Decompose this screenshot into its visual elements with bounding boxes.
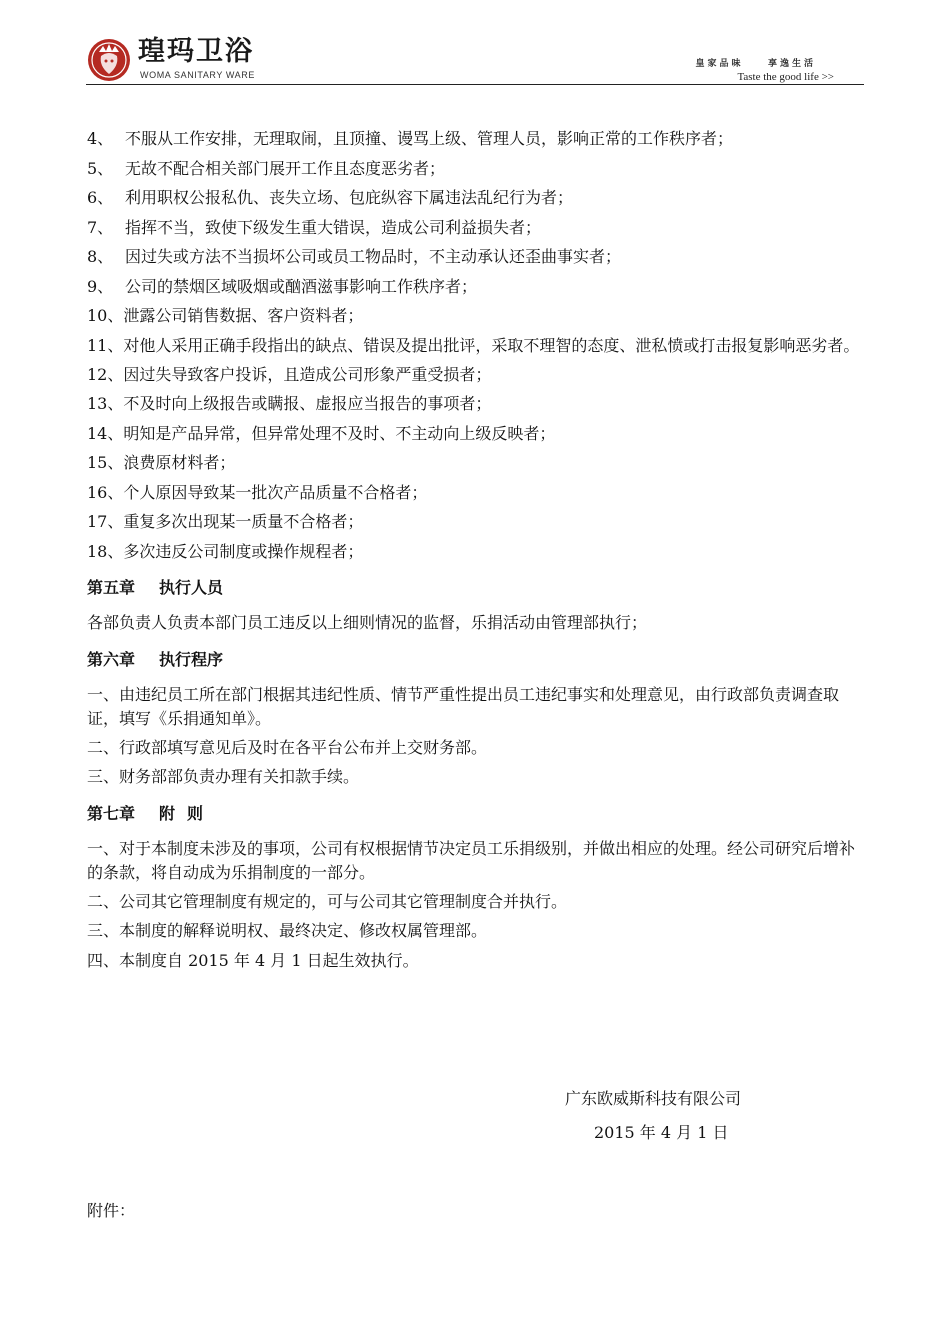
slogan-chinese: 皇家品味 享逸生活: [695, 59, 816, 69]
signature-company: 广东欧威斯科技有限公司: [565, 1089, 742, 1108]
crown-lion-logo-icon: [86, 36, 132, 82]
header-divider: [86, 84, 864, 85]
list-item: 10、泄露公司销售数据、客户资料者；: [87, 306, 364, 325]
chapter-7-paragraph: 三、本制度的解释说明权、最终决定、修改权属管理部。: [87, 921, 488, 940]
brand-name: 瑝玛卫浴: [138, 36, 254, 67]
list-item: 7、 指挥不当，致使下级发生重大错误，造成公司利益损失者；: [87, 217, 542, 237]
chapter-6-paragraph: 一、由违纪员工所在部门根据其违纪性质、情节严重性提出员工违纪事实和处理意见，由行政部负责调查取证，填写《乐捐通知单》。: [87, 684, 840, 728]
list-item: 16、个人原因导致某一批次产品质量不合格者；: [87, 482, 428, 502]
chapter-6-paragraph: 三、财务部部负责办理有关扣款手续。: [87, 767, 360, 786]
chapter-5-heading: 第五章 执行人员: [87, 578, 224, 597]
list-item: 11、对他人采用正确手段指出的缺点、错误及提出批评，采取不理智的态度、泄私愤或打击报复影响恶劣者。: [87, 335, 860, 355]
document-body: [87, 124, 865, 975]
chapter-7-heading: 第七章 附 则: [87, 803, 204, 823]
page-header: [86, 34, 864, 86]
list-item: 5、 无故不配合相关部门展开工作且态度恶劣者；: [87, 158, 446, 178]
list-item: 17、重复多次出现某一质量不合格者；: [87, 512, 364, 531]
list-item: 4、 不服从工作安排，无理取闹，且顶撞、谩骂上级、管理人员，影响正常的工作秩序者；: [87, 129, 734, 148]
list-item: 8、 因过失或方法不当损坏公司或员工物品时，不主动承认还歪曲事实者；: [87, 247, 622, 266]
list-item: 9、 公司的禁烟区域吸烟或酗酒滋事影响工作秩序者；: [87, 276, 478, 296]
chapter-7-paragraph: 一、对于本制度未涉及的事项，公司有权根据情节决定员工乐捐级别，并做出相应的处理。经公司研究后增补的条款，将自动成为乐捐制度的一部分。: [87, 838, 856, 882]
list-item: 15、浪费原材料者；: [87, 453, 236, 472]
brand-subtitle: WOMA SANITARY WARE: [140, 70, 255, 80]
list-item: 13、不及时向上级报告或瞒报、虚报应当报告的事项者；: [87, 394, 492, 413]
chapter-6-heading: 第六章 执行程序: [87, 649, 224, 669]
chapter-6-paragraph: 二、行政部填写意见后及时在各平台公布并上交财务部。: [87, 737, 488, 757]
chapter-5-paragraph: 各部负责人负责本部门员工违反以上细则情况的监督，乐捐活动由管理部执行；: [87, 613, 648, 632]
list-item: 18、多次违反公司制度或操作规程者；: [87, 541, 364, 561]
attachment-label: 附件：: [87, 1201, 136, 1220]
list-item: 14、明知是产品异常，但异常处理不及时、不主动向上级反映者；: [87, 423, 556, 443]
list-item: 6、 利用职权公报私仇、丧失立场、包庇纵容下属违法乱纪行为者；: [87, 188, 574, 207]
chapter-7-paragraph: 四、本制度自 2015 年 4 月 1 日起生效执行。: [87, 950, 419, 970]
slogan-english: Taste the good life >>: [737, 71, 834, 83]
chapter-7-paragraph: 二、公司其它管理制度有规定的，可与公司其它管理制度合并执行。: [87, 891, 568, 911]
signature-date: 2015 年 4 月 1 日: [594, 1123, 729, 1142]
list-item: 12、因过失导致客户投诉，且造成公司形象严重受损者；: [87, 364, 492, 384]
